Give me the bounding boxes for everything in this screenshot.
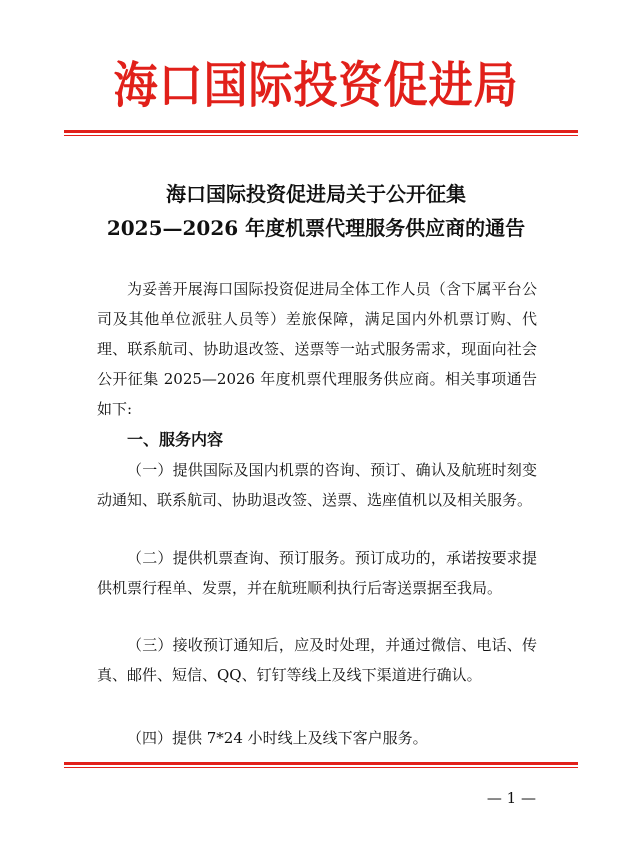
service-item-4: （四）提供 7*24 小时线上及线下客户服务。 — [127, 729, 428, 747]
masthead-rule-thick — [64, 130, 578, 133]
service-item-3: （三）接收预订通知后，应及时处理，并通过微信、电话、传真、邮件、短信、QQ、钉钉等线上及线下渠道进行确认。 — [97, 636, 537, 684]
section-heading: 一、服务内容 — [127, 430, 224, 449]
footer-rule-thick — [64, 762, 578, 765]
service-item-1: （一）提供国际及国内机票的咨询、预订、确认及航班时刻变动通知、联系航司、协助退改签、送票、选座值机以及相关服务。 — [97, 461, 537, 509]
masthead-rule-thin — [64, 135, 578, 136]
service-item-2: （二）提供机票查询、预订服务。预订成功的，承诺按要求提供机票行程单、发票，并在航班顺利执行后寄送票据至我局。 — [97, 549, 537, 597]
footer-rule-thin — [64, 767, 578, 768]
page-number: — 1 — — [486, 789, 536, 807]
intro-paragraph: 为妥善开展海口国际投资促进局全体工作人员（含下属平台公司及其他单位派驻人员等）差旅保障，满足国内外机票订购、代理、联系航司、协助退改签、送票等一站式服务需求，现面向社会公开征集 2025—2026 年度机票代理服务供应商。相关事项通告如下: — [97, 280, 537, 418]
document-title-line-2: 2025—2026 年度机票代理服务供应商的通告 — [106, 216, 526, 240]
masthead: 海口国际投资促进局 — [113, 56, 519, 114]
document-title-line-1: 海口国际投资促进局关于公开征集 — [166, 182, 466, 206]
